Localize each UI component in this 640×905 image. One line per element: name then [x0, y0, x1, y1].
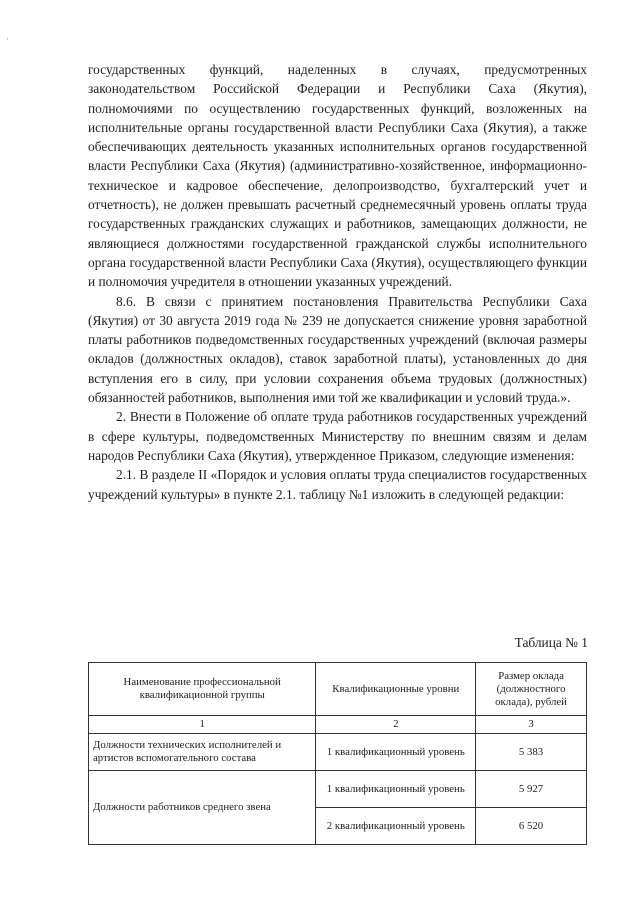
cell-group: Должности технических исполнителей и артистов вспомогательного состава — [89, 734, 316, 771]
salary-table — [88, 662, 587, 845]
table-number-row — [89, 716, 587, 734]
paragraph-item-2: 2. Внести в Положение об оплате труда работников государственных учреждений в сфере культуры, подведомственных Министерству по внешним связям и делам народов Республики Саха (Якутия), утвержденное Приказом, следующие изменения: — [88, 409, 587, 463]
column-number: 2 — [316, 716, 476, 734]
paragraph-8-6: 8.6. В связи с принятием постановления Правительства Республики Саха (Якутия) от 30 августа 2019 года № 239 не допускается снижение уровня заработной платы работников подведомственных государственных учреждений (включая размеры окладов (должностных окладов), ставок заработной платы), установленных до дня вступления его в силу, при условии сохранения объема трудовых (должностных) обязанностей работников, выполнения ими той же квалификации и условий труда.». — [88, 293, 587, 406]
header-level: Квалификационные уровни — [316, 663, 476, 716]
table-header-row — [89, 663, 587, 716]
paragraph-continuation: государственных функций, наделенных в случаях, предусмотренных законодательством Российской Федерации и Республики Саха (Якутия), полномочиями по осуществлению государственных функций, возложенных на исполнительные органы государственной власти Республики Саха (Якутия), а также обеспечивающих деятельность указанных исполнительных органов государственной власти Республики Саха (Якутия) (административно-хозяйственное, информационно-техническое и кадровое обеспечение, делопроизводство, бухгалтерский учет и отчетность), не должен превышать расчетный среднемесячный уровень оплаты труда государственных гражданских служащих и работников, замещающих должности, не являющиеся должностями государственной гражданской службы исполнительного органа государственной власти Республики Саха (Якутия), осуществляющего функции и полномочия учредителя в отношении указанных учреждений. — [88, 62, 587, 290]
cell-salary: 5 927 — [476, 771, 587, 808]
body-text — [88, 60, 587, 504]
cell-level: 1 квалификационный уровень — [316, 771, 476, 808]
cell-level: 2 квалификационный уровень — [316, 808, 476, 845]
column-number: 1 — [89, 716, 316, 734]
table-row — [89, 734, 587, 771]
header-group: Наименование профессиональной квалификационной группы — [89, 663, 316, 716]
header-salary: Размер оклада (должностного оклада), рублей — [476, 663, 587, 716]
cell-group: Должности работников среднего звена — [89, 771, 316, 845]
table-caption: Таблица № 1 — [514, 635, 588, 650]
column-number: 3 — [476, 716, 587, 734]
scan-margin-mark: · — [6, 34, 9, 44]
paragraph-item-2-1: 2.1. В разделе II «Порядок и условия оплаты труда специалистов государственных учреждений культуры» в пункте 2.1. таблицу №1 изложить в следующей редакции: — [88, 467, 587, 502]
table-row — [89, 771, 587, 808]
cell-salary: 6 520 — [476, 808, 587, 845]
cell-salary: 5 383 — [476, 734, 587, 771]
cell-level: 1 квалификационный уровень — [316, 734, 476, 771]
